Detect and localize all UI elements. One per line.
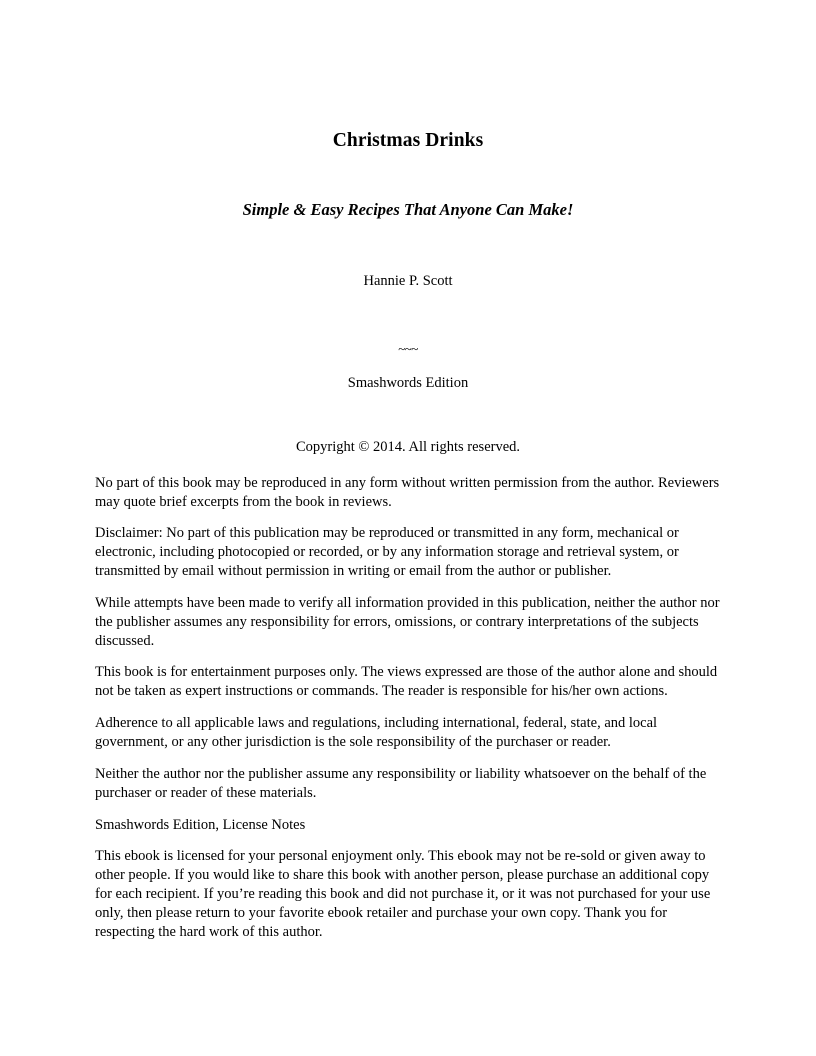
paragraph: Adherence to all applicable laws and regulations, including international, federal, state, and local government, or any other jurisdiction is the sole responsibility of the purchaser or reader.	[95, 715, 658, 750]
page-content	[95, 0, 721, 942]
license-notes-body: This ebook is licensed for your personal enjoyment only. This ebook may not be re-sold or given away to other people. If you would like to share this book with another person, please purchase an additional copy for each recipient. If you’re reading this book and did not purchase it, or it was not purchased for your use only, then please return to your favorite ebook retailer and purchase your own copy. Thank you for respecting the hard work of this author.	[95, 848, 711, 940]
edition-label: Smashwords Edition	[347, 374, 469, 391]
paragraph: This book is for entertainment purposes only. The views expressed are those of the author alone and should not be taken as expert instructions or commands. The reader is responsible for his/her own actions.	[95, 664, 718, 700]
book-subtitle: Simple & Easy Recipes That Anyone Can Make!	[242, 200, 574, 220]
tilde-ornament-divider: ~~~	[398, 340, 418, 356]
paragraph: While attempts have been made to verify all information provided in this publication, neither the author nor the publisher assumes any responsibility for errors, omissions, or contrary interpretations of the subjects discussed.	[95, 594, 720, 649]
front-matter-body	[95, 456, 721, 942]
paragraph: Neither the author nor the publisher assume any responsibility or liability whatsoever on the behalf of the purchaser or reader of these materials.	[95, 765, 707, 801]
paragraph: Disclaimer: No part of this publication may be reproduced or transmitted in any form, mechanical or electronic, including photocopied or recorded, or by any information storage and retrieval system, or transmitted by email without permission in writing or email from the author or publisher.	[95, 525, 679, 580]
book-title: Christmas Drinks	[332, 130, 484, 151]
license-notes-heading: Smashwords Edition, License Notes	[95, 816, 306, 833]
copyright-notice: Copyright © 2014. All rights reserved.	[295, 438, 521, 455]
paragraph: No part of this book may be reproduced in any form without written permission from the author. Reviewers may quote brief excerpts from the book in reviews.	[95, 474, 720, 510]
author-name: Hannie P. Scott	[363, 272, 453, 289]
